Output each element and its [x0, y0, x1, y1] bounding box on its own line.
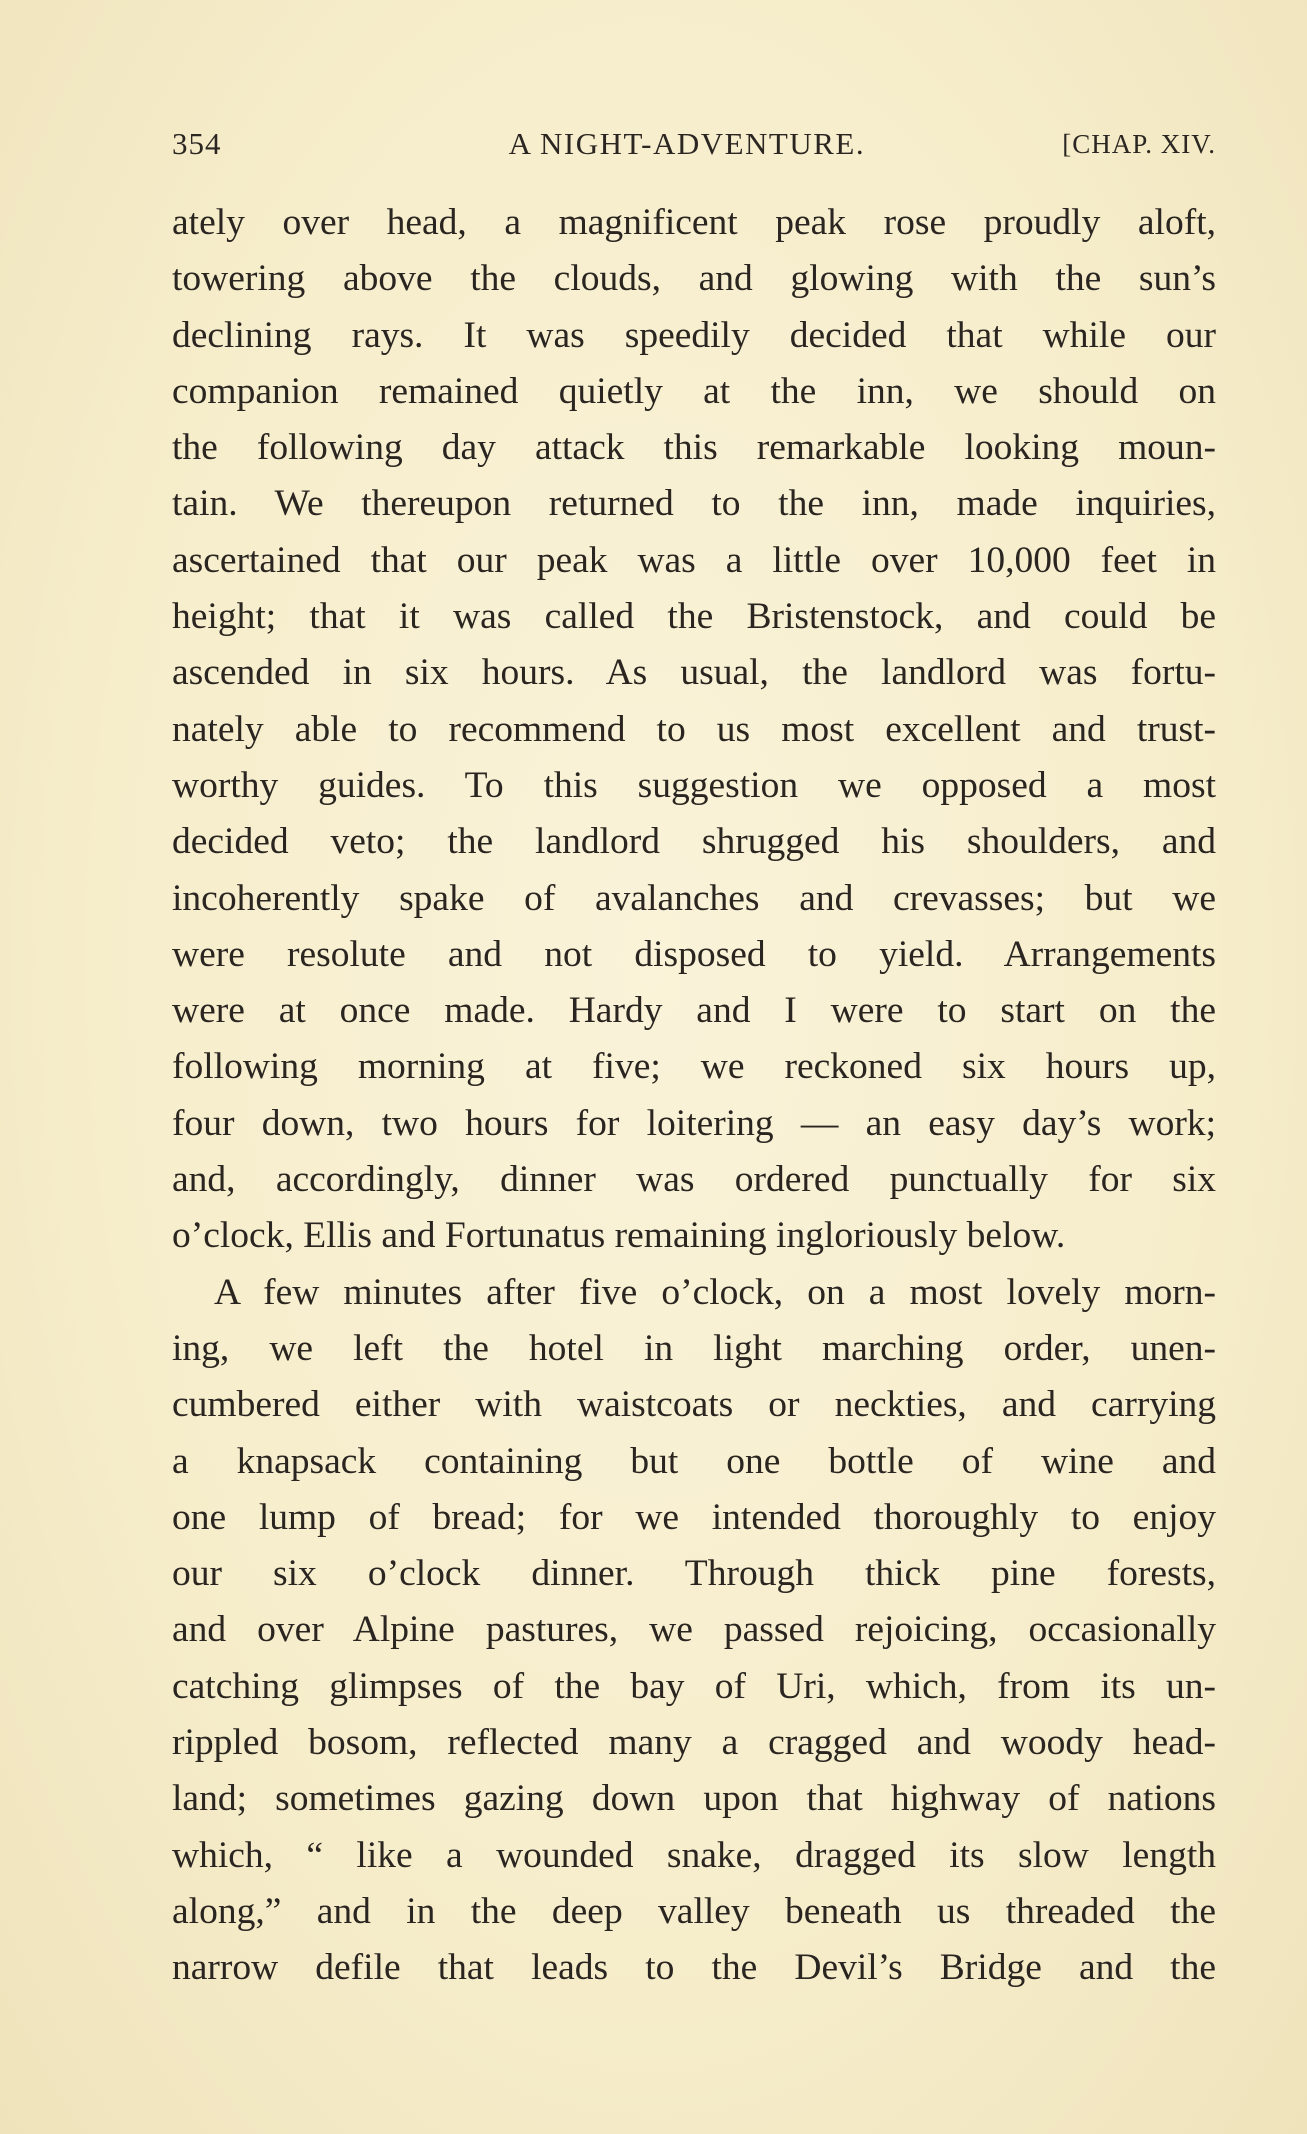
text-line: our six o’clock dinner. Through thick pine forests, — [172, 1553, 1216, 1595]
text-line: ascended in six hours. As usual, the landlord was fortu- — [172, 652, 1216, 694]
text-line: ascertained that our peak was a little over 10,000 feet in — [172, 539, 1216, 581]
text-line: tain. We thereupon returned to the inn, made inquiries, — [172, 483, 1216, 525]
text-line: cumbered either with waistcoats or neckties, and carrying — [172, 1384, 1216, 1426]
text-line: o’clock, Ellis and Fortunatus remaining ingloriously below. — [172, 1215, 1066, 1257]
page-number: 354 — [172, 126, 222, 161]
text-line: were at once made. Hardy and I were to start on the — [172, 990, 1216, 1032]
text-line: along,” and in the deep valley beneath us threaded the — [172, 1890, 1216, 1932]
chapter-reference: [CHAP. XIV. — [1062, 129, 1216, 159]
text-line: catching glimpses of the bay of Uri, which, from its un- — [172, 1665, 1216, 1707]
text-line: worthy guides. To this suggestion we opposed a most — [172, 764, 1216, 806]
text-line: A few minutes after five o’clock, on a most lovely morn- — [214, 1271, 1216, 1313]
page-title: A NIGHT-ADVENTURE. — [508, 126, 866, 161]
text-line: which, “ like a wounded snake, dragged its slow length — [172, 1834, 1216, 1876]
text-line: ing, we left the hotel in light marching order, unen- — [172, 1327, 1216, 1369]
text-line: were resolute and not disposed to yield. Arrangements — [172, 933, 1216, 975]
text-line: nately able to recommend to us most excellent and trust- — [172, 708, 1216, 750]
text-line: decided veto; the landlord shrugged his shoulders, and — [172, 821, 1216, 863]
text-line: a knapsack containing but one bottle of wine and — [172, 1440, 1216, 1482]
text-line: one lump of bread; for we intended thoroughly to enjoy — [172, 1496, 1216, 1538]
running-head — [172, 126, 1216, 166]
text-line: and, accordingly, dinner was ordered punctually for six — [172, 1159, 1216, 1201]
text-line: incoherently spake of avalanches and crevasses; but we — [172, 877, 1216, 919]
text-line: height; that it was called the Bristenstock, and could be — [172, 596, 1216, 638]
text-line: narrow defile that leads to the Devil’s Bridge and the — [172, 1947, 1216, 1989]
text-line: declining rays. It was speedily decided that while our — [172, 314, 1216, 356]
text-line: land; sometimes gazing down upon that highway of nations — [172, 1778, 1216, 1820]
text-line: rippled bosom, reflected many a cragged and woody head- — [172, 1722, 1216, 1764]
text-line: ately over head, a magnificent peak rose proudly aloft, — [172, 202, 1216, 243]
text-line: towering above the clouds, and glowing with the sun’s — [172, 258, 1216, 300]
text-line: and over Alpine pastures, we passed rejoicing, occasionally — [172, 1609, 1216, 1651]
text-line: following morning at five; we reckoned six hours up, — [172, 1046, 1216, 1088]
text-line: companion remained quietly at the inn, we should on — [172, 370, 1216, 412]
text-line: the following day attack this remarkable looking moun- — [172, 427, 1216, 469]
body-text — [172, 195, 1216, 1997]
text-line: four down, two hours for loitering — an easy day’s work; — [172, 1102, 1216, 1144]
